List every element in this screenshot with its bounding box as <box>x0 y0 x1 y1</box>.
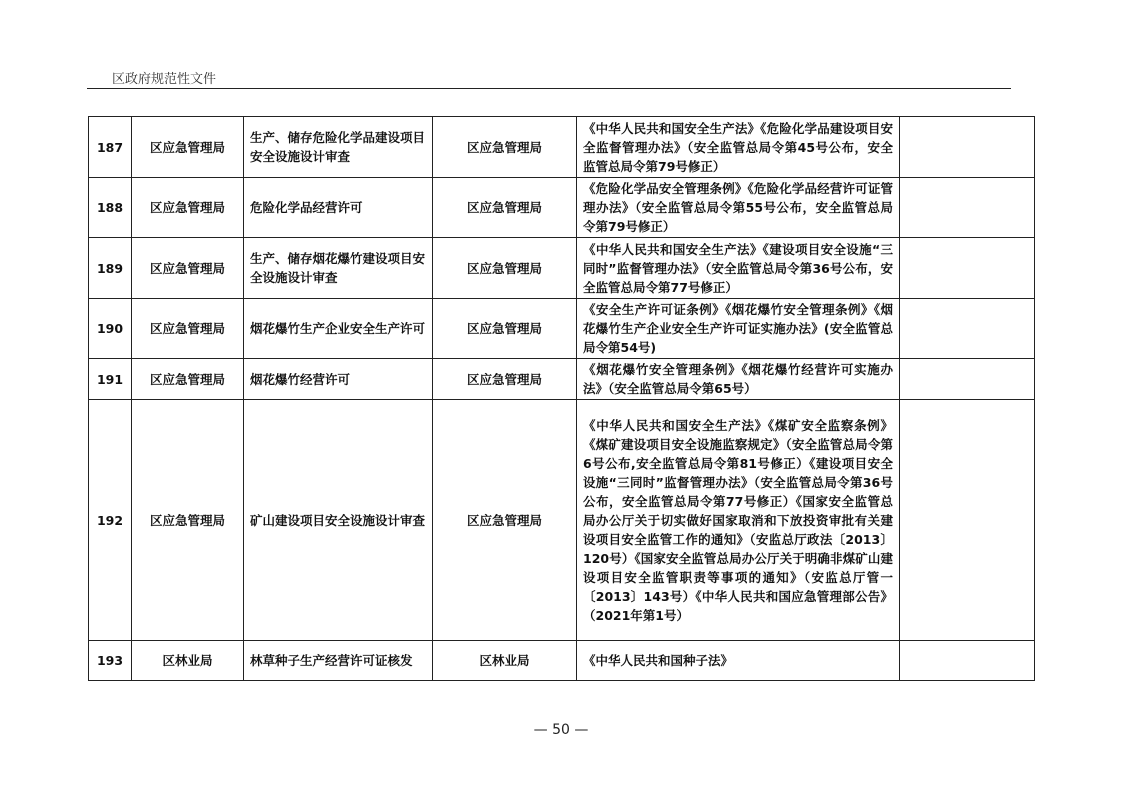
department-cell: 区应急管理局 <box>132 238 244 299</box>
row-number: 188 <box>89 178 132 238</box>
item-name-cell: 烟花爆竹经营许可 <box>244 359 433 400</box>
executor-cell: 区应急管理局 <box>433 178 577 238</box>
note-cell <box>900 178 1035 238</box>
row-number: 190 <box>89 299 132 359</box>
executor-cell: 区应急管理局 <box>433 359 577 400</box>
header-divider <box>87 88 1011 89</box>
department-cell: 区应急管理局 <box>132 299 244 359</box>
table-row <box>89 299 1035 359</box>
legal-basis-cell: 《中华人民共和国安全生产法》《煤矿安全监察条例》《煤矿建设项目安全设施监察规定》（安全监管总局令第6号公布,安全监管总局令第81号修正）《建设项目安全设施“三同时”监督管理办法》（安全监管总局令第36号公布，安全监管总局令第77号修正）《国家安全监管总局办公厅关于切实做好国家取消和下放投资审批有关建设项目安全监管工作的通知》（安监总厅政法〔2013〕120号）《国家安全监管总局办公厅关于明确非煤矿山建设项目安全监管职责等事项的通知》（安监总厅管一〔2013〕143号）《中华人民共和国应急管理部公告》（2021年第1号） <box>577 400 900 641</box>
row-number: 191 <box>89 359 132 400</box>
note-cell <box>900 117 1035 178</box>
table-row <box>89 117 1035 178</box>
table-row <box>89 359 1035 400</box>
permit-table <box>88 116 1035 681</box>
row-number: 187 <box>89 117 132 178</box>
department-cell: 区应急管理局 <box>132 117 244 178</box>
item-name-cell: 矿山建设项目安全设施设计审查 <box>244 400 433 641</box>
legal-basis-cell: 《中华人民共和国种子法》 <box>577 641 900 681</box>
row-number: 193 <box>89 641 132 681</box>
table-row <box>89 400 1035 641</box>
row-number: 192 <box>89 400 132 641</box>
item-name-cell: 生产、储存烟花爆竹建设项目安全设施设计审查 <box>244 238 433 299</box>
page-number: — 50 — <box>533 722 589 738</box>
executor-cell: 区应急管理局 <box>433 400 577 641</box>
legal-basis-cell: 《安全生产许可证条例》《烟花爆竹安全管理条例》《烟花爆竹生产企业安全生产许可证实施办法》(安全监管总局令第54号) <box>577 299 900 359</box>
department-cell: 区林业局 <box>132 641 244 681</box>
legal-basis-cell: 《中华人民共和国安全生产法》《危险化学品建设项目安全监督管理办法》（安全监管总局令第45号公布，安全监管总局令第79号修正） <box>577 117 900 178</box>
legal-basis-cell: 《烟花爆竹安全管理条例》《烟花爆竹经营许可实施办法》（安全监管总局令第65号） <box>577 359 900 400</box>
executor-cell: 区应急管理局 <box>433 238 577 299</box>
note-cell <box>900 400 1035 641</box>
legal-basis-cell: 《危险化学品安全管理条例》《危险化学品经营许可证管理办法》（安全监管总局令第55号公布，安全监管总局令第79号修正） <box>577 178 900 238</box>
item-name-cell: 烟花爆竹生产企业安全生产许可 <box>244 299 433 359</box>
department-cell: 区应急管理局 <box>132 178 244 238</box>
document-header-title: 区政府规范性文件 <box>112 72 217 87</box>
item-name-cell: 生产、储存危险化学品建设项目安全设施设计审查 <box>244 117 433 178</box>
legal-basis-cell: 《中华人民共和国安全生产法》《建设项目安全设施“三同时”监督管理办法》（安全监管总局令第36号公布，安全监管总局令第77号修正） <box>577 238 900 299</box>
note-cell <box>900 238 1035 299</box>
item-name-cell: 林草种子生产经营许可证核发 <box>244 641 433 681</box>
table-row <box>89 238 1035 299</box>
executor-cell: 区应急管理局 <box>433 299 577 359</box>
item-name-cell: 危险化学品经营许可 <box>244 178 433 238</box>
table-row <box>89 641 1035 681</box>
executor-cell: 区林业局 <box>433 641 577 681</box>
note-cell <box>900 359 1035 400</box>
department-cell: 区应急管理局 <box>132 400 244 641</box>
note-cell <box>900 299 1035 359</box>
table-row <box>89 178 1035 238</box>
executor-cell: 区应急管理局 <box>433 117 577 178</box>
department-cell: 区应急管理局 <box>132 359 244 400</box>
row-number: 189 <box>89 238 132 299</box>
note-cell <box>900 641 1035 681</box>
